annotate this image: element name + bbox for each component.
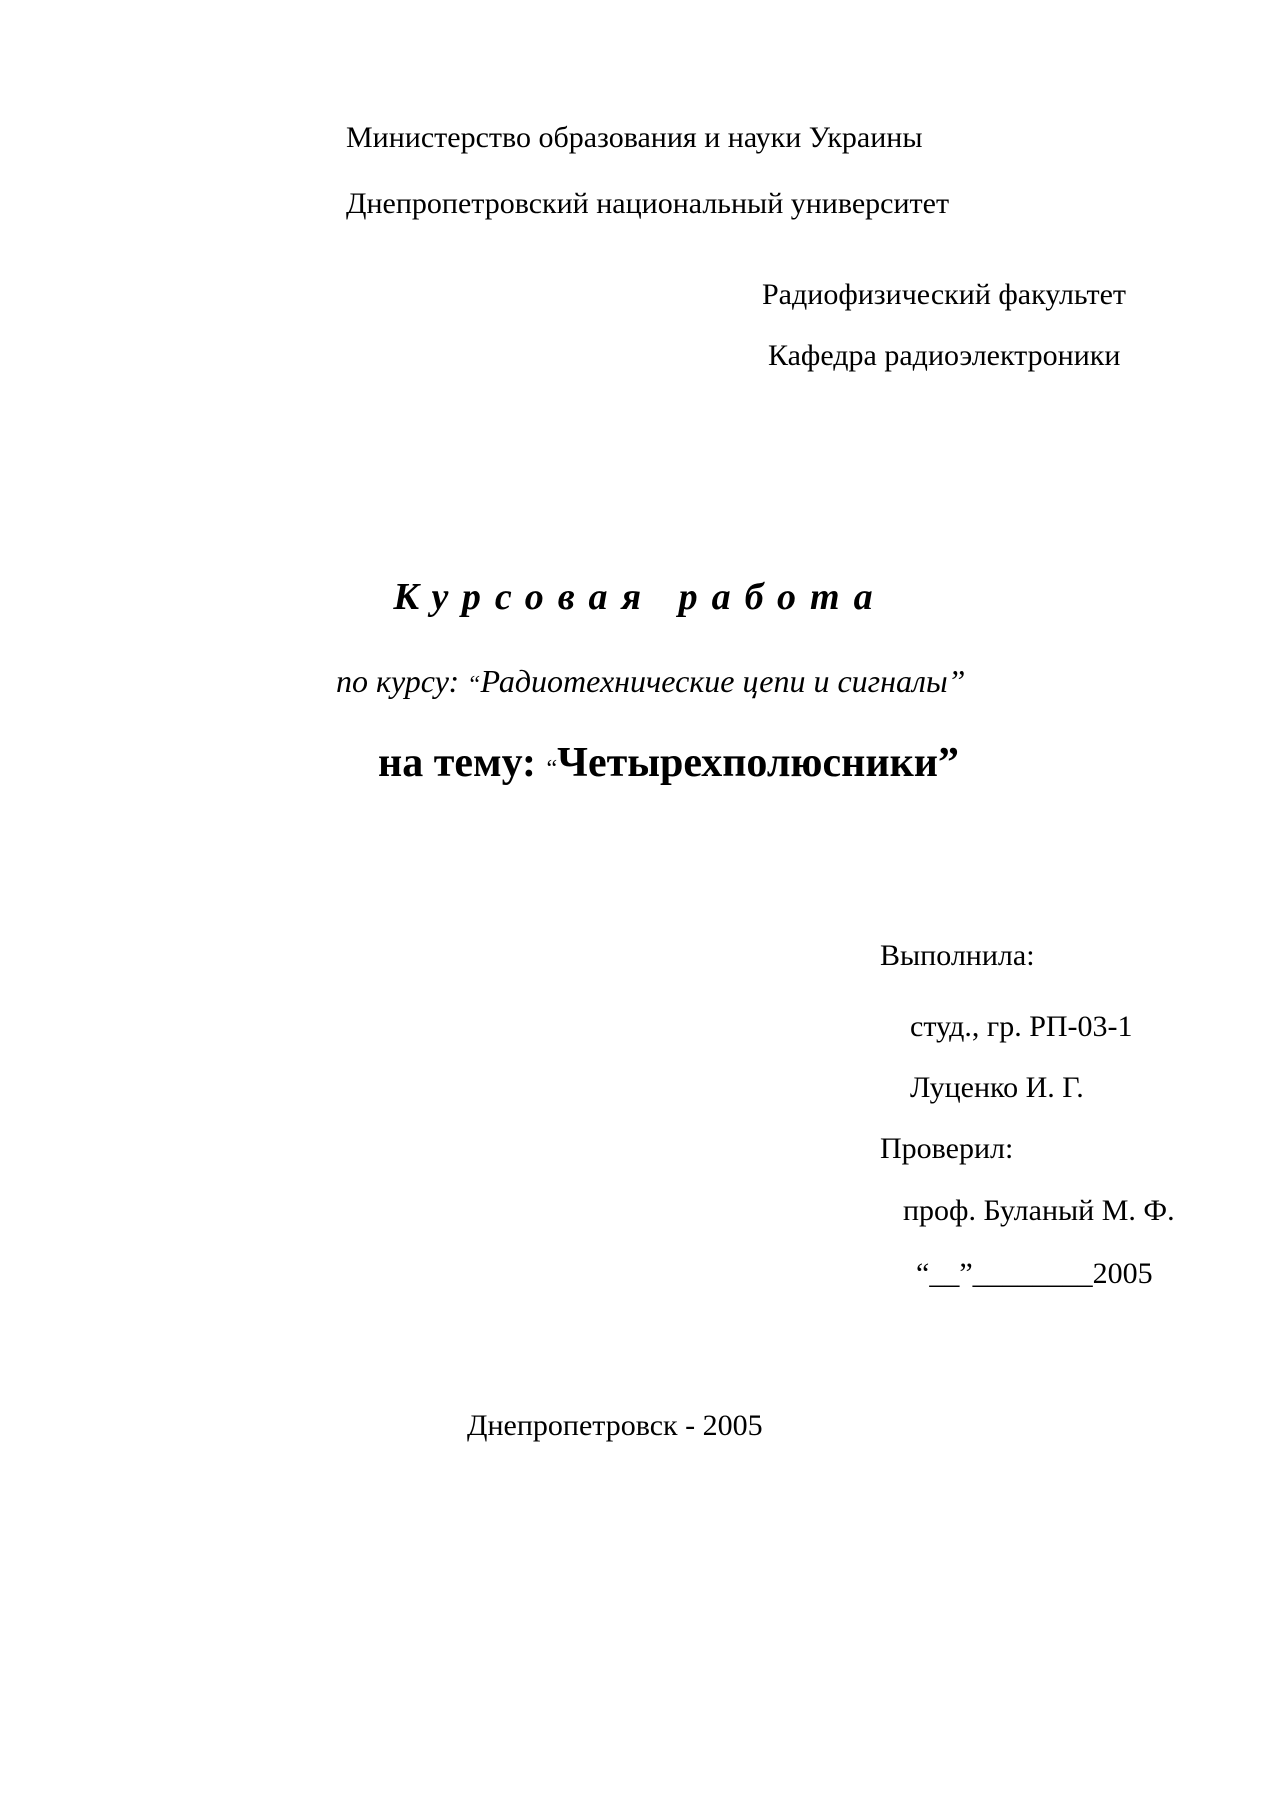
professor-name: проф. Буланый М. Ф. <box>903 1194 1175 1227</box>
theme-line <box>378 738 959 794</box>
city-year: Днепропетровск - 2005 <box>467 1409 763 1442</box>
theme-name: Четырехполюсники <box>557 740 938 786</box>
date-line: “__”________2005 <box>916 1257 1153 1290</box>
student-name: Луценко И. Г. <box>910 1071 1084 1104</box>
department-name: Кафедра радиоэлектроники <box>768 339 1121 372</box>
theme-close-quote: ” <box>937 740 959 786</box>
course-name: Радиотехнические цепи и сигналы <box>480 663 948 699</box>
checked-by-label: Проверил: <box>880 1132 1014 1165</box>
university-name: Днепропетровский национальный университет <box>346 187 950 220</box>
theme-prefix: на тему: <box>378 740 547 786</box>
course-open-quote: “ <box>467 672 481 698</box>
course-prefix: по курсу: <box>336 663 468 699</box>
faculty-name: Радиофизический факультет <box>762 278 1126 311</box>
ministry-name: Министерство образования и науки Украины <box>346 121 923 154</box>
document-title: Курсовая работа <box>393 576 887 618</box>
theme-open-quote: “ <box>546 756 558 782</box>
student-group: студ., гр. РП-03-1 <box>910 1010 1133 1043</box>
course-line <box>336 661 965 705</box>
course-close-quote: ” <box>947 663 966 699</box>
done-by-label: Выполнила: <box>880 939 1035 972</box>
